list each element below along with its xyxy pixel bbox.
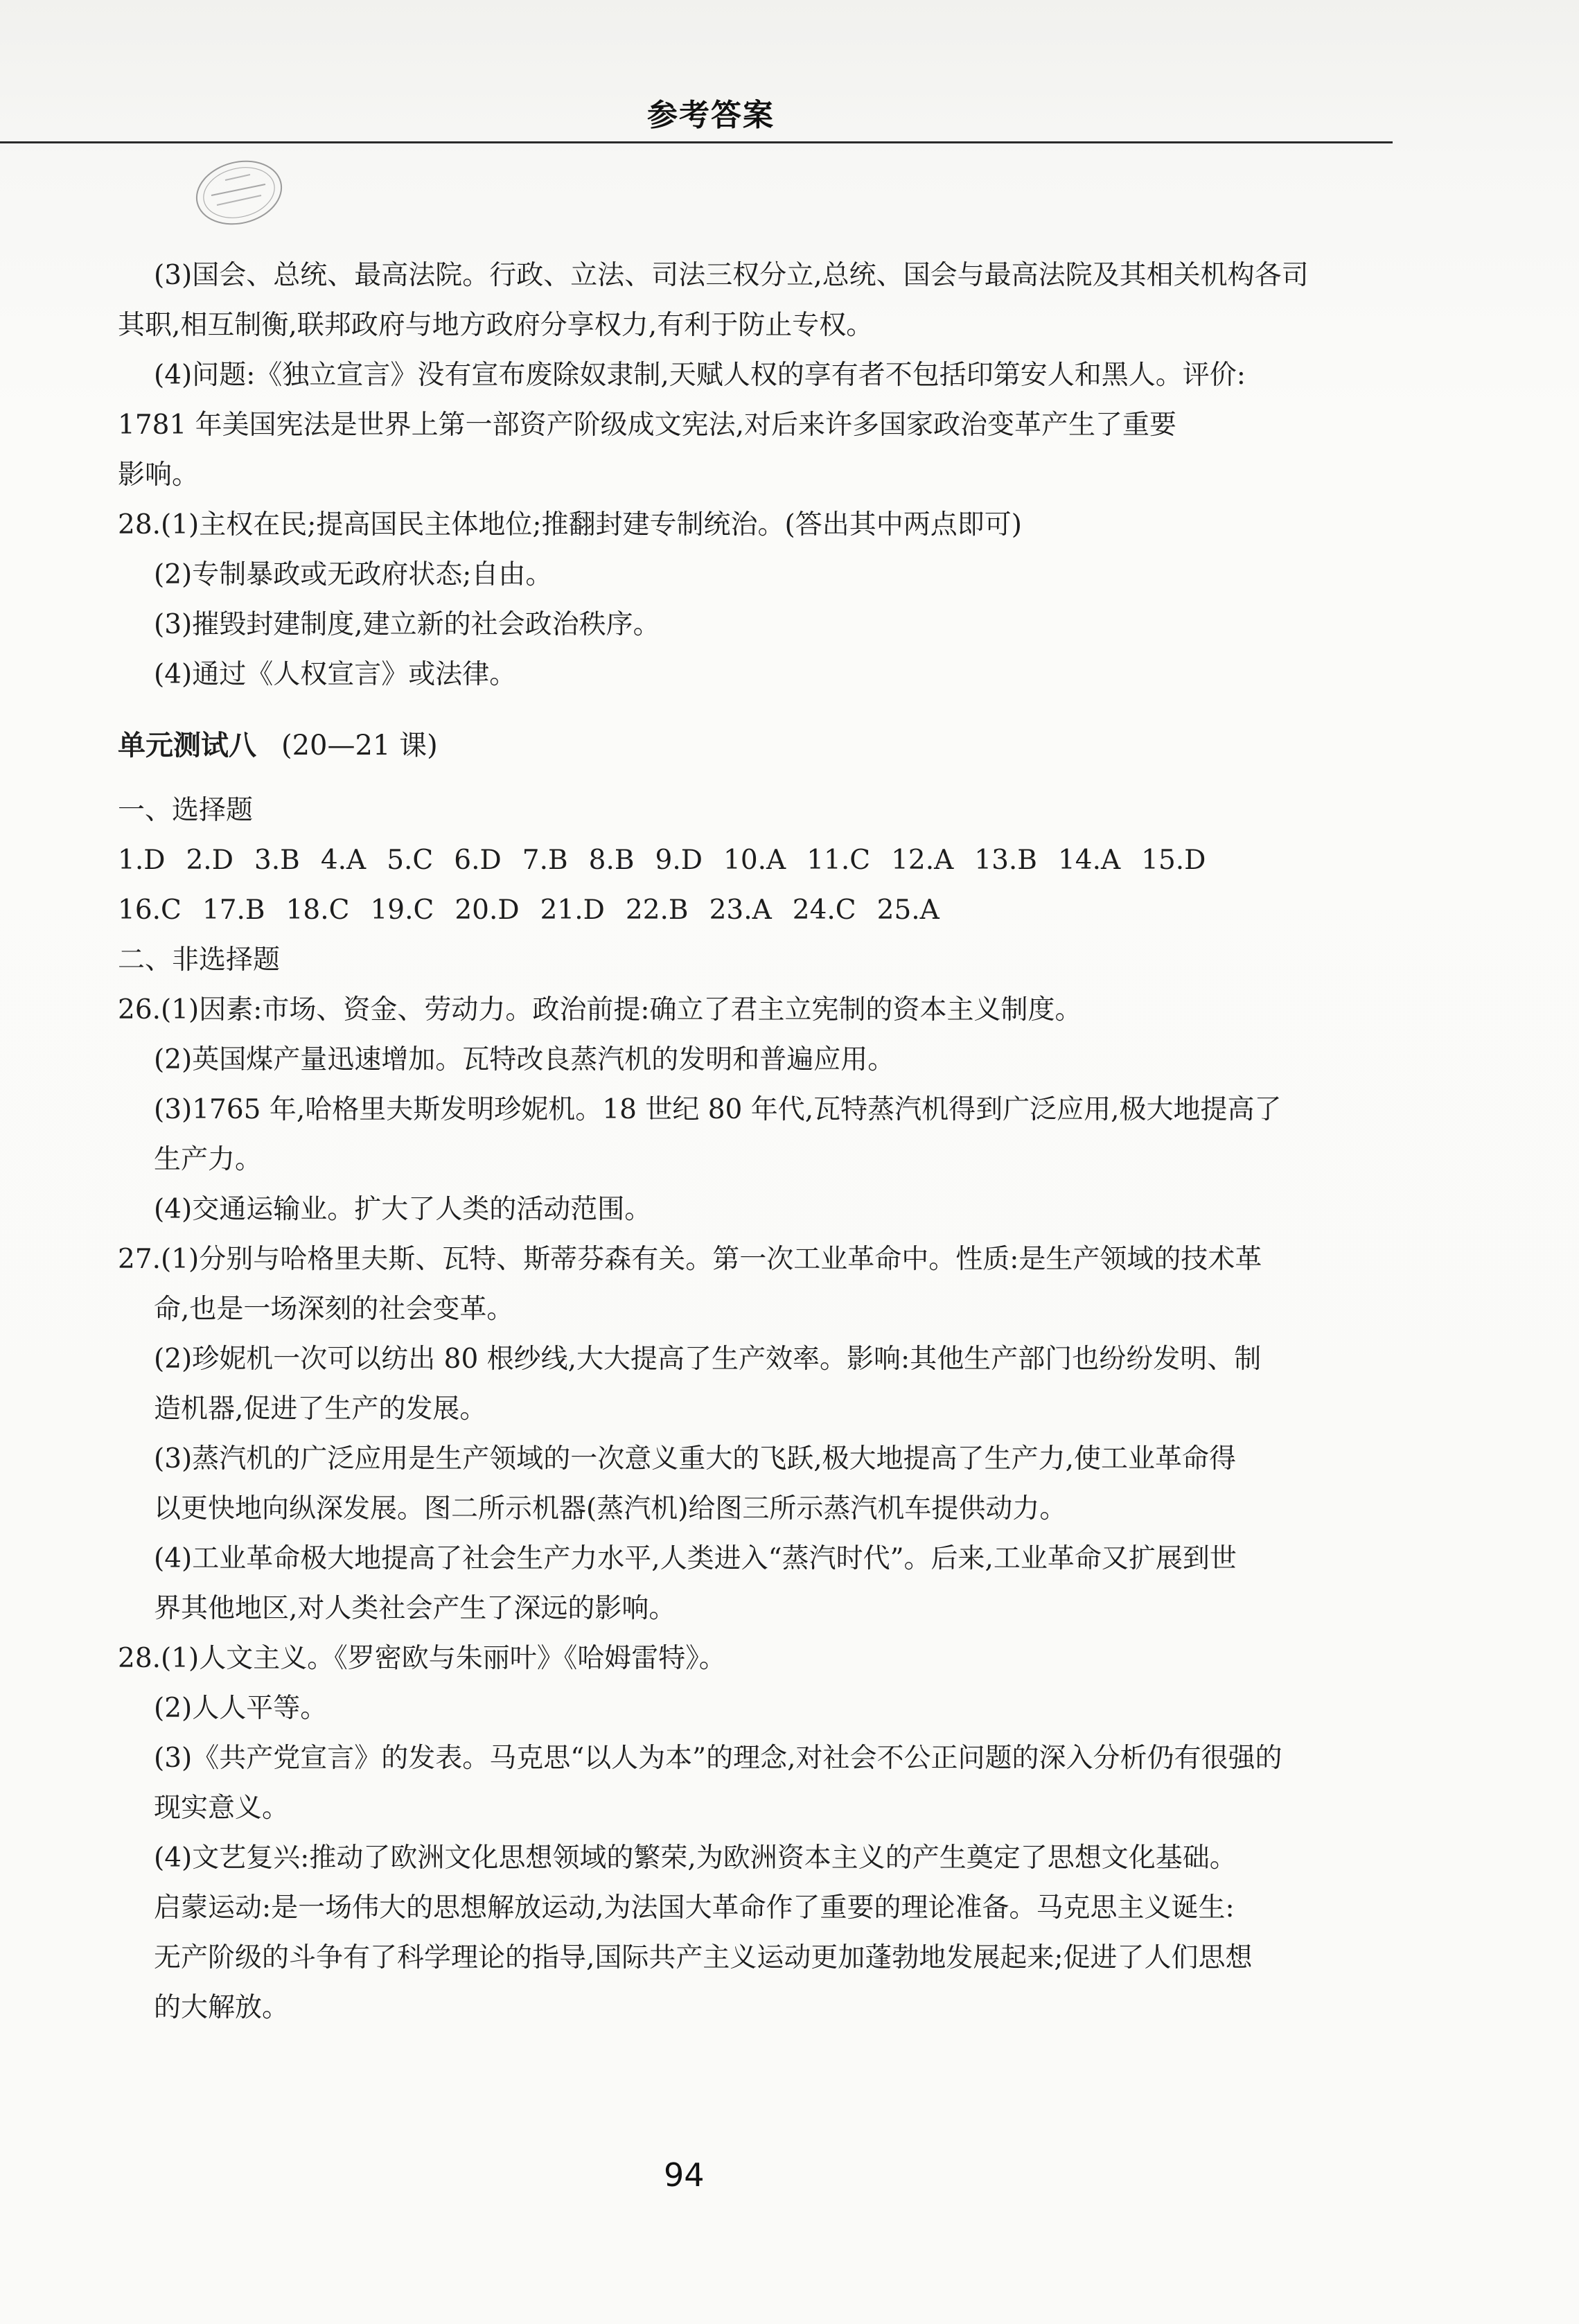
unit-test-heading [118,721,1400,771]
text-line: 命,也是一场深刻的社会变革。 [154,1294,514,1325]
unit-test-lessons: (20—21 课) [281,730,438,762]
mc-answer: 12.A [891,845,954,876]
mc-answer: 22.B [625,895,689,926]
mc-answers-row-1 [118,836,1400,886]
mc-answer: 3.B [254,845,300,876]
mc-answer: 19.C [370,895,434,926]
text-line: 27.(1)分别与哈格里夫斯、瓦特、斯蒂芬森有关。第一次工业革命中。性质:是生产领域的技术革 [118,1244,1262,1275]
text-line: 1781 年美国宪法是世界上第一部资产阶级成文宪法,对后来许多国家政治变革产生了重要 [118,410,1177,441]
text-line: 其职,相互制衡,联邦政府与地方政府分享权力,有利于防止专权。 [118,310,874,341]
header-divider [0,141,1393,143]
text-line: (3)蒸汽机的广泛应用是生产领域的一次意义重大的飞跃,极大地提高了生产力,使工业革命得 [154,1443,1237,1474]
answer-content [118,251,1400,2033]
text-line: 界其他地区,对人类社会产生了深远的影响。 [154,1593,676,1624]
text-line: 启蒙运动:是一场伟大的思想解放运动,为法国大革命作了重要的理论准备。马克思主义诞生: [154,1892,1235,1924]
section-label-choice: 一、选择题 [118,795,254,826]
mc-answer: 2.D [186,845,233,876]
unit-test-title: 单元测试八 [118,730,256,762]
mc-answer: 7.B [522,845,568,876]
text-line: (4)交通运输业。扩大了人类的活动范围。 [154,1194,652,1225]
mc-answer: 18.C [285,895,350,926]
text-line: (4)工业革命极大地提高了社会生产力水平,人类进入“蒸汽时代”。后来,工业革命又扩展到世 [154,1543,1237,1574]
mc-answer: 20.D [455,895,520,926]
mc-answer: 23.A [709,895,772,926]
mc-answer: 4.A [320,845,367,876]
text-line: 28.(1)主权在民;提高国民主体地位;推翻封建专制统治。(答出其中两点即可) [118,509,1022,540]
mc-answer: 8.B [588,845,635,876]
text-line: (4)文艺复兴:推动了欧洲文化思想领域的繁荣,为欧洲资本主义的产生奠定了思想文化基础。 [154,1842,1237,1874]
text-line: 影响。 [118,459,200,491]
mc-answer: 11.C [806,845,871,876]
text-line: 的大解放。 [154,1992,290,2023]
text-line: (2)英国煤产量迅速增加。瓦特改良蒸汽机的发明和普遍应用。 [154,1044,895,1075]
mc-answer: 21.D [540,895,605,926]
mc-answer: 24.C [792,895,856,926]
mc-answer: 15.D [1141,845,1206,876]
text-line: (2)人人平等。 [154,1693,328,1724]
mc-answer: 14.A [1057,845,1121,876]
text-line: 生产力。 [154,1144,263,1175]
text-line: 28.(1)人文主义。《罗密欧与朱丽叶》《哈姆雷特》。 [118,1643,726,1674]
mc-answer: 13.B [974,845,1037,876]
mc-answer: 5.C [387,845,434,876]
mc-answer: 6.D [454,845,502,876]
mc-answers-row-2 [118,886,1400,935]
text-line: (3)1765 年,哈格里夫斯发明珍妮机。18 世纪 80 年代,瓦特蒸汽机得到广泛应用,极大地提高了 [154,1094,1282,1125]
text-line: (3)国会、总统、最高法院。行政、立法、司法三权分立,总统、国会与最高法院及其相关机构各司 [154,260,1309,291]
text-line: 以更快地向纵深发展。图二所示机器(蒸汽机)给图三所示蒸汽机车提供动力。 [154,1493,1067,1524]
section-label-nonchoice: 二、非选择题 [118,944,281,976]
mc-answer: 1.D [118,845,166,876]
text-line: 造机器,促进了生产的发展。 [154,1393,487,1425]
text-line: (3)摧毁封建制度,建立新的社会政治秩序。 [154,609,660,640]
review-stamp-icon [184,151,294,234]
mc-answer: 10.A [723,845,786,876]
text-line: 现实意义。 [154,1793,290,1824]
page-header-title: 参考答案 [647,98,775,133]
mc-answer: 25.A [876,895,940,926]
text-line: 无产阶级的斗争有了科学理论的指导,国际共产主义运动更加蓬勃地发展起来;促进了人们思想 [154,1942,1253,1973]
mc-answer: 16.C [118,895,182,926]
text-line: (2)珍妮机一次可以纺出 80 根纱线,大大提高了生产效率。影响:其他生产部门也纷纷发明、制 [154,1344,1262,1375]
text-line: (4)问题:《独立宣言》没有宣布废除奴隶制,天赋人权的享有者不包括印第安人和黑人。评价: [154,360,1246,391]
text-line: (3)《共产党宣言》的发表。马克思“以人为本”的理念,对社会不公正问题的深入分析仍有很强的 [154,1743,1282,1774]
text-line: (4)通过《人权宣言》或法律。 [154,659,517,690]
page-number: 94 [664,2156,705,2194]
mc-answer: 17.B [202,895,265,926]
mc-answer: 9.D [655,845,703,876]
text-line: 26.(1)因素:市场、资金、劳动力。政治前提:确立了君主立宪制的资本主义制度。 [118,994,1082,1025]
text-line: (2)专制暴政或无政府状态;自由。 [154,559,553,590]
